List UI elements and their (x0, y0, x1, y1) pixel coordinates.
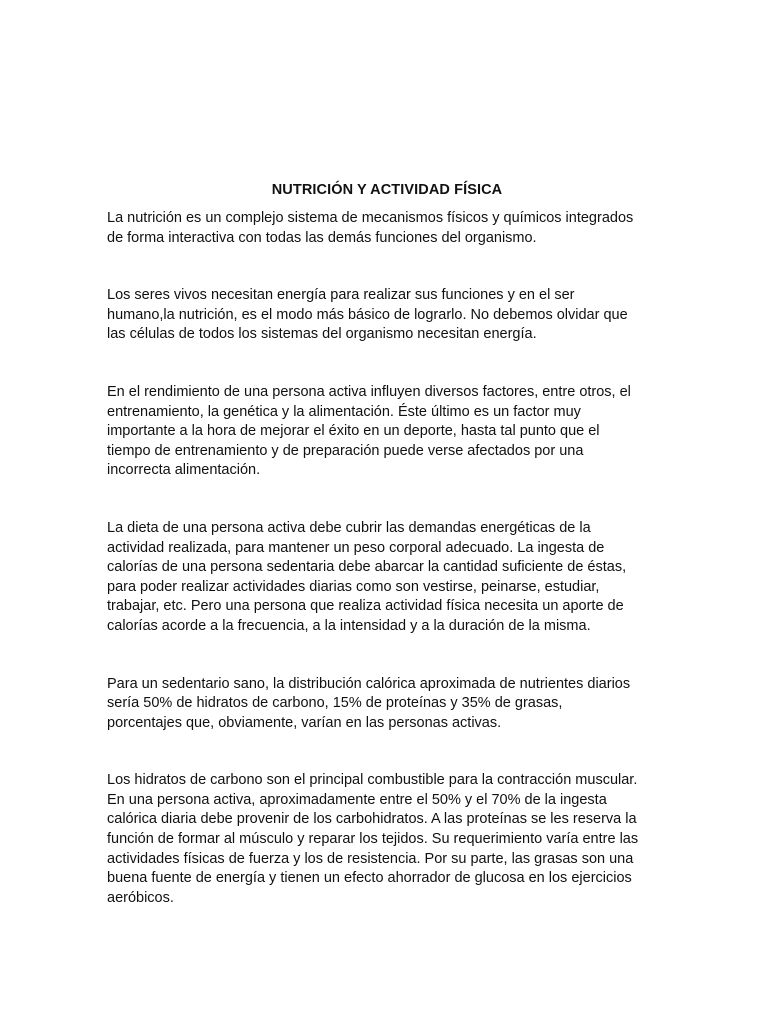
paragraph-line: actividad realizada, para mantener un peso corporal adecuado. La ingesta de (107, 539, 605, 556)
paragraph-line: de forma interactiva con todas las demás funciones del organismo. (107, 229, 537, 246)
paragraph-line: actividades físicas de fuerza y los de resistencia. Por su parte, las grasas son una (107, 850, 634, 867)
paragraph-line: La dieta de una persona activa debe cubrir las demandas energéticas de la (107, 519, 591, 536)
paragraph-6 (107, 771, 667, 908)
paragraph-5 (107, 675, 667, 734)
paragraph-spacer (107, 248, 667, 286)
paragraph-spacer (107, 345, 667, 383)
document-page (107, 180, 667, 908)
paragraph-line: calorías acorde a la frecuencia, a la intensidad y a la duración de la misma. (107, 617, 591, 634)
paragraph-line: entrenamiento, la genética y la alimentación. Éste último es un factor muy (107, 403, 581, 420)
paragraph-1 (107, 209, 667, 248)
paragraph-line: Los seres vivos necesitan energía para realizar sus funciones y en el ser (107, 287, 575, 304)
paragraph-line: calórica diaria debe provenir de los carbohidratos. A las proteínas se les reserva la (107, 811, 637, 828)
paragraph-line: porcentajes que, obviamente, varían en las personas activas. (107, 714, 502, 731)
document-title: NUTRICIÓN Y ACTIVIDAD FÍSICA (271, 182, 503, 198)
paragraph-line: La nutrición es un complejo sistema de mecanismos físicos y químicos integrados (107, 210, 634, 226)
paragraph-4 (107, 519, 667, 637)
paragraph-spacer (107, 733, 667, 771)
paragraph-line: trabajar, etc. Pero una persona que realiza actividad física necesita un aporte de (107, 598, 624, 615)
paragraph-line: calorías de una persona sedentaria debe abarcar la cantidad suficiente de éstas, (107, 559, 627, 576)
paragraph-2 (107, 286, 667, 345)
paragraph-line: incorrecta alimentación. (107, 462, 261, 479)
paragraph-line: buena fuente de energía y tienen un efecto ahorrador de glucosa en los ejercicios (107, 870, 632, 887)
paragraph-line: humano,la nutrición, es el modo más básico de lograrlo. No debemos olvidar que (107, 306, 628, 323)
paragraph-line: para poder realizar actividades diarias como son vestirse, peinarse, estudiar, (107, 578, 600, 595)
paragraph-line: En una persona activa, aproximadamente entre el 50% y el 70% de la ingesta (107, 791, 607, 808)
paragraph-line: Los hidratos de carbono son el principal combustible para la contracción muscular. (107, 772, 638, 789)
paragraph-line: aeróbicos. (107, 889, 174, 906)
paragraph-spacer (107, 481, 667, 519)
paragraph-line: En el rendimiento de una persona activa influyen diversos factores, entre otros, el (107, 383, 631, 400)
paragraph-line: sería 50% de hidratos de carbono, 15% de proteínas y 35% de grasas, (107, 695, 563, 712)
paragraph-spacer (107, 637, 667, 675)
paragraph-line: importante a la hora de mejorar el éxito en un deporte, hasta tal punto que el (107, 423, 600, 440)
paragraph-line: Para un sedentario sano, la distribución calórica aproximada de nutrientes diarios (107, 675, 631, 692)
paragraph-3 (107, 383, 667, 481)
paragraph-line: las células de todos los sistemas del organismo necesitan energía. (107, 326, 537, 343)
paragraph-line: función de formar al músculo y reparar los tejidos. Su requerimiento varía entre las (107, 831, 639, 848)
paragraph-line: tiempo de entrenamiento y de preparación puede verse afectados por una (107, 442, 584, 459)
